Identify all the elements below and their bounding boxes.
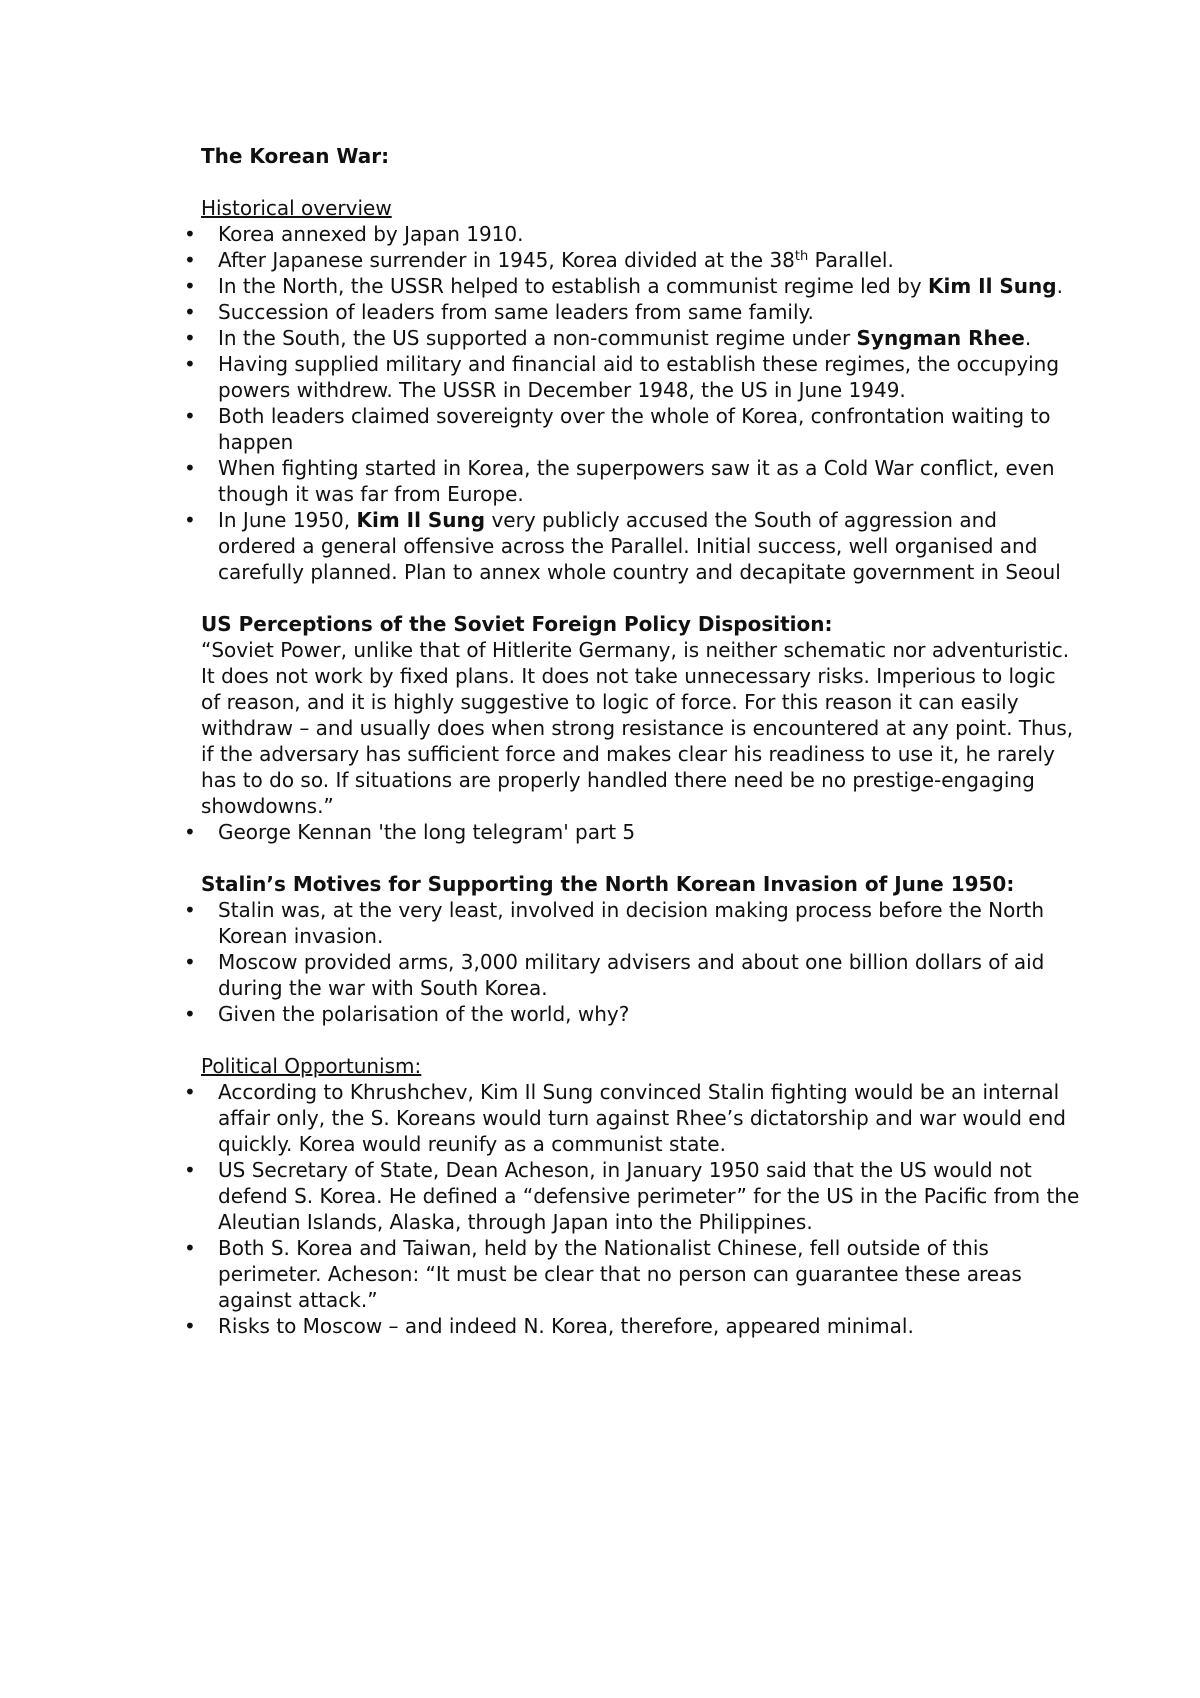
list-item (184, 1157, 1081, 1235)
ordinal-superscript: th (794, 249, 809, 264)
bold-name: Kim Il Sung (356, 508, 486, 532)
bullet-icon: • (184, 352, 196, 376)
bullet-icon: • (184, 300, 196, 324)
kennan-quote: “Soviet Power, unlike that of Hitlerite Germany, is neither schematic nor adventuristic. It does not work by fixed plans. It does not take unnecessary risks. Imperious to logic of reason, and it is highly suggestive to logic of force. For this reason it can easily withdraw – and usually does when strong resistance is encountered at any point. Thus, if the adversary has sufficient force and makes clear his readiness to use it, he rarely has to do so. If situations are properly handled there need be no prestige-engaging showdowns.” (201, 638, 1074, 818)
document-title: The Korean War: (201, 144, 390, 168)
opportunism-list (184, 1079, 1081, 1339)
list-item-text: In the North, the USSR helped to establish a communist regime led by (218, 274, 928, 298)
bullet-icon: • (184, 456, 196, 480)
bullet-icon: • (184, 950, 196, 974)
list-item-text: Succession of leaders from same leaders from same family. (218, 300, 814, 324)
bullet-icon: • (184, 326, 196, 350)
list-item (184, 897, 1081, 949)
list-item-text: very publicly accused the South of aggression and ordered a general offensive across the Parallel. Initial success, well organised and carefully planned. Plan to annex whole country and decapitate government in Seoul (218, 508, 1061, 584)
bullet-icon: • (184, 1314, 196, 1338)
bold-name: Syngman Rhee (856, 326, 1025, 350)
list-item (184, 1001, 1081, 1027)
list-item-text: Stalin was, at the very least, involved in decision making process before the North Korean invasion. (218, 898, 1045, 948)
bullet-icon: • (184, 248, 196, 272)
bullet-icon: • (184, 274, 196, 298)
list-item-text: Risks to Moscow – and indeed N. Korea, therefore, appeared minimal. (218, 1314, 914, 1338)
list-item (184, 1313, 1081, 1339)
section-heading-motives: Stalin’s Motives for Supporting the North Korean Invasion of June 1950: (201, 872, 1015, 896)
list-item (184, 455, 1081, 507)
list-item (184, 403, 1081, 455)
list-item-text: When fighting started in Korea, the superpowers saw it as a Cold War conflict, even though it was far from Europe. (218, 456, 1055, 506)
list-item (184, 221, 1081, 247)
bullet-icon: • (184, 1080, 196, 1104)
section-heading-opportunism: Political Opportunism: (201, 1054, 422, 1078)
spacer (201, 1027, 1081, 1053)
list-item-text: US Secretary of State, Dean Acheson, in January 1950 said that the US would not defend S. Korea. He defined a “defensive perimeter” for the US in the Pacific from the Aleutian Islands, Alaska, through Japan into the Philippines. (218, 1158, 1080, 1234)
list-item (184, 1079, 1081, 1157)
list-item-text: . (1056, 274, 1063, 298)
overview-list (184, 221, 1081, 585)
spacer (201, 845, 1081, 871)
list-item (184, 247, 1081, 273)
list-item-text: Parallel. (808, 248, 894, 272)
list-item (184, 299, 1081, 325)
list-item (184, 1235, 1081, 1313)
bullet-icon: • (184, 1236, 196, 1260)
bullet-icon: • (184, 898, 196, 922)
section-heading-overview: Historical overview (201, 196, 392, 220)
section-heading-perceptions: US Perceptions of the Soviet Foreign Policy Disposition: (201, 612, 833, 636)
bullet-icon: • (184, 820, 196, 844)
bullet-icon: • (184, 508, 196, 532)
document-page (184, 143, 1081, 1339)
list-item-text: Korea annexed by Japan 1910. (218, 222, 524, 246)
bold-name: Kim Il Sung (927, 274, 1057, 298)
bullet-icon: • (184, 1158, 196, 1182)
spacer (201, 169, 1081, 195)
list-item-text: Having supplied military and financial aid to establish these regimes, the occupying powers withdrew. The USSR in December 1948, the US in June 1949. (218, 352, 1060, 402)
list-item (184, 819, 1081, 845)
list-item (184, 351, 1081, 403)
list-item-text: Both S. Korea and Taiwan, held by the Nationalist Chinese, fell outside of this perimeter. Acheson: “It must be clear that no person can guarantee these areas against attack.” (218, 1236, 1022, 1312)
list-item-text: Both leaders claimed sovereignty over the whole of Korea, confrontation waiting to happen (218, 404, 1051, 454)
list-item (184, 273, 1081, 299)
motives-list (184, 897, 1081, 1027)
list-item-text: . (1024, 326, 1032, 350)
perceptions-list (184, 819, 1081, 845)
list-item-text: After Japanese surrender in 1945, Korea divided at the 38 (218, 248, 795, 272)
spacer (201, 585, 1081, 611)
list-item-text: According to Khrushchev, Kim Il Sung convinced Stalin fighting would be an internal affair only, the S. Koreans would turn against Rhee’s dictatorship and war would end quickly. Korea would reunify as a communist state. (218, 1080, 1066, 1156)
list-item-text: Given the polarisation of the world, why? (218, 1002, 630, 1026)
list-item-text: In June 1950, (218, 508, 357, 532)
list-item-text: Moscow provided arms, 3,000 military advisers and about one billion dollars of aid during the war with South Korea. (218, 950, 1045, 1000)
list-item (184, 949, 1081, 1001)
list-item (184, 325, 1081, 351)
bullet-icon: • (184, 222, 196, 246)
list-item-text: In the South, the US supported a non-communist regime under (218, 326, 857, 350)
list-item (184, 507, 1081, 585)
bullet-icon: • (184, 404, 196, 428)
list-item-text: George Kennan 'the long telegram' part 5 (218, 820, 636, 844)
bullet-icon: • (184, 1002, 196, 1026)
